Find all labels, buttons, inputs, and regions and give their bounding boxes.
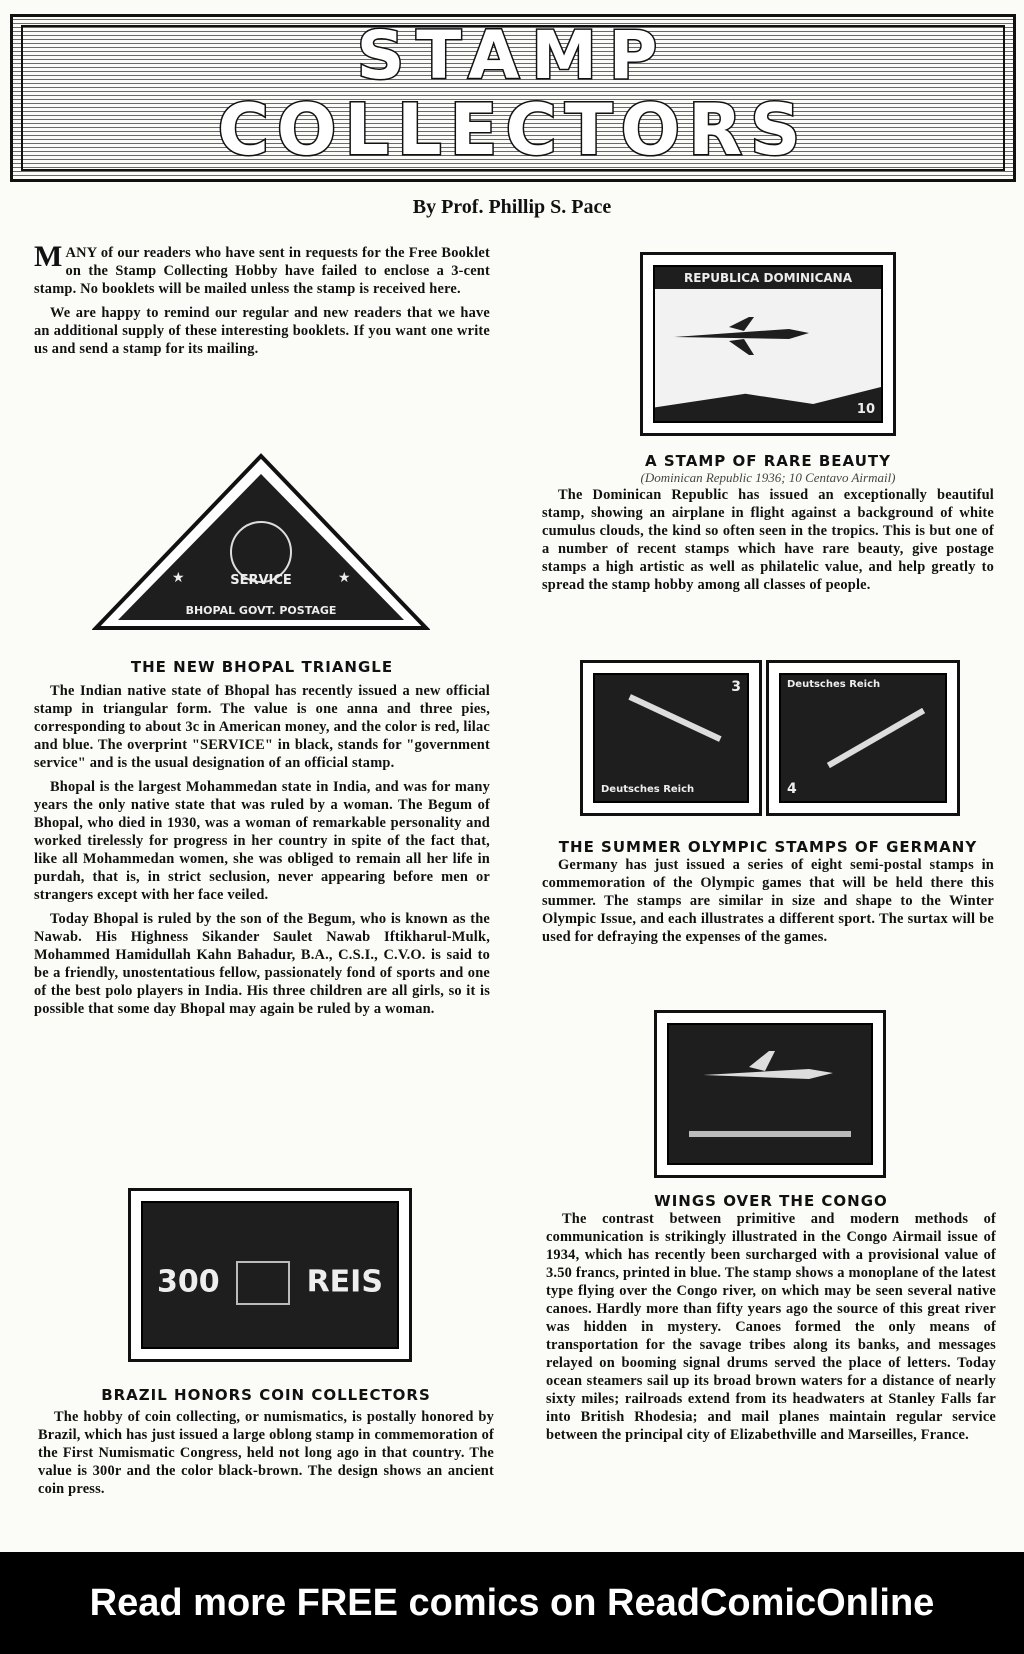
congo-stamp [654, 1010, 886, 1178]
intro-paragraph-1-text: ANY of our readers who have sent in requests for the Free Booklet on the Stamp Collecting Hobby have failed to enclose a 3-cent stamp. No booklets will be mailed unless the stamp is received here. [34, 245, 490, 297]
intro-article [34, 240, 490, 364]
star-icon-left: ★ [172, 570, 185, 586]
germany-stamp-2 [766, 660, 960, 816]
germany-stamp-1-text: Deutsches Reich [601, 784, 695, 795]
banner-title-line2: COLLECTORS [217, 89, 809, 171]
banner-title-line1: STAMP [356, 17, 670, 94]
dominican-stamp-landscape [655, 387, 881, 421]
intro-dropcap: M [34, 240, 63, 273]
brazil-paragraph-1: The hobby of coin collecting, or numismatics, is postally honored by Brazil, which has just issued a large oblong stamp in commemoration of the First Numismatic Congress, held not long ago in that country. The value is 300r and the color black-brown. The design shows an ancient coin press. [38, 1409, 494, 1497]
intro-paragraph-2: We are happy to remind our regular and new readers that we have an additional supply of these interesting booklets. If you want one write us and send a stamp for its mailing. [34, 305, 490, 357]
bhopal-stamp-face [118, 474, 404, 620]
footer-banner [0, 1552, 1024, 1654]
bhopal-paragraph-1: The Indian native state of Bhopal has recently issued a new official stamp in triangular form. The value is one anna and three pies, corresponding to about 3c in American money, and the color is red, lilac and blue. The overprint "SERVICE" in black, stands for "government service" and is the usual designation of an official stamp. [34, 683, 490, 771]
brazil-heading: BRAZIL HONORS COIN COLLECTORS [101, 1386, 431, 1404]
brazil-stamp-value-row [153, 1261, 387, 1305]
dominican-stamp-face [653, 265, 883, 423]
coin-press-icon [236, 1261, 290, 1305]
congo-heading: WINGS OVER THE CONGO [654, 1192, 888, 1210]
congo-stamp-face [667, 1023, 873, 1165]
bhopal-heading: THE NEW BHOPAL TRIANGLE [130, 658, 394, 676]
title-banner [10, 14, 1016, 182]
bhopal-paragraph-2: Bhopal is the largest Mohammedan state in India, and was for many years the only native state that was ruled by a woman. The Begum of Bhopal, who died in 1930, was a woman of remarkable personality and worked tirelessly for progress in her country in spite of the fact that, like all Mohammedan women, she was obliged to remain all her life in purdah, that is, in strict seclusion, never appearing before men or strangers except with her face veiled. [34, 779, 490, 903]
dominican-caption: (Dominican Republic 1936; 10 Centavo Airmail) [640, 470, 896, 485]
germany-stamp-1-value: 3 [731, 679, 741, 695]
bhopal-paragraph-3: Today Bhopal is ruled by the son of the Begum, who is known as the Nawab. His Highness Sikander Saulet Nawab Iftikharul-Mulk, Mohammed Hamidullah Kahn Bahadur, B.A., C.S.I., C.V.O. is said to be a friendly, unostentatious fellow, passionately fond of sports and one of the best polo players in India. His three children are all girls, so it is possible that some day Bhopal may again be ruled by a woman. [34, 911, 490, 1017]
byline: By Prof. Phillip S. Pace [412, 196, 612, 218]
olympic-paragraph-1: Germany has just issued a series of eight semi-postal stamps in commemoration of the Olympic games that will be held there this summer. The stamps are similar in size and shape to the Winter Olympic Issue, and each illustrates a different sport. The surtax will be used for defraying the expenses of the games. [542, 857, 994, 945]
bhopal-overprint: SERVICE [230, 573, 292, 588]
congo-article [546, 1192, 996, 1450]
germany-stamp-1-face [593, 673, 749, 803]
olympic-heading: THE SUMMER OLYMPIC STAMPS OF GERMANY [558, 838, 978, 856]
brazil-stamp-face [141, 1201, 399, 1349]
monoplane-icon [699, 1045, 839, 1105]
airplane-icon [669, 307, 819, 367]
brazil-stamp [128, 1188, 412, 1362]
footer-link[interactable]: Read more FREE comics on ReadComicOnline [89, 1582, 935, 1624]
dominican-stamp-value: 10 [856, 402, 875, 417]
germany-stamp-2-text: Deutsches Reich [787, 679, 881, 690]
gymnast-icon [628, 694, 721, 742]
star-icon-right: ★ [338, 570, 351, 586]
dominican-heading: A STAMP OF RARE BEAUTY [645, 452, 891, 470]
dominican-article [542, 452, 994, 600]
congo-paragraph-1: The contrast between primitive and modern methods of communication is strikingly illustrated in the Congo Airmail issue of 1934, which has recently been surcharged with a provisional value of 3.50 francs, printed in blue. The stamp shows a monoplane of the latest type flying over the Congo river, on which may be seen several native canoes. Hardly more than fifty years ago the source of this great river was hidden in mystery. Canoes formed the only means of transportation for the savage tribes along its banks, and messages relayed on booming signal drums served the place of letters. Today ocean steamers sail up its broad brown waters for a distance of nearly sixty miles; railroads extend from its headwaters at Stanley Falls far into British Rhodesia; and mail planes maintain regular service between the principal city of Elizabethville and Marseilles, France. [546, 1211, 996, 1443]
diver-icon [827, 708, 925, 768]
germany-stamp-2-value: 4 [787, 781, 797, 797]
dominican-stamp [640, 252, 896, 436]
brazil-article [38, 1386, 494, 1504]
bhopal-article [34, 658, 490, 1024]
germany-stamp-2-face [779, 673, 947, 803]
olympic-article [542, 838, 994, 952]
germany-stamp-1 [580, 660, 762, 816]
bhopal-stamp-caption: BHOPAL GOVT. POSTAGE [185, 604, 337, 617]
brazil-stamp-unit: REIS [306, 1264, 383, 1300]
dominican-paragraph-1: The Dominican Republic has issued an exceptionally beautiful stamp, showing an airplane in flight against a background of white cumulus clouds, the kind so often seen in the tropics. This is but one of a number of recent stamps which have rare beauty, give postage stamps a high artistic as well as philatelic value, and help greatly to spread the stamp hobby among all classes of people. [542, 487, 994, 593]
dominican-stamp-country: REPUBLICA DOMINICANA [655, 267, 881, 289]
congo-river-canoe [689, 1131, 851, 1137]
bhopal-triangle-stamp [92, 452, 430, 632]
intro-paragraph-1 [34, 240, 490, 298]
brazil-stamp-value: 300 [157, 1264, 220, 1300]
